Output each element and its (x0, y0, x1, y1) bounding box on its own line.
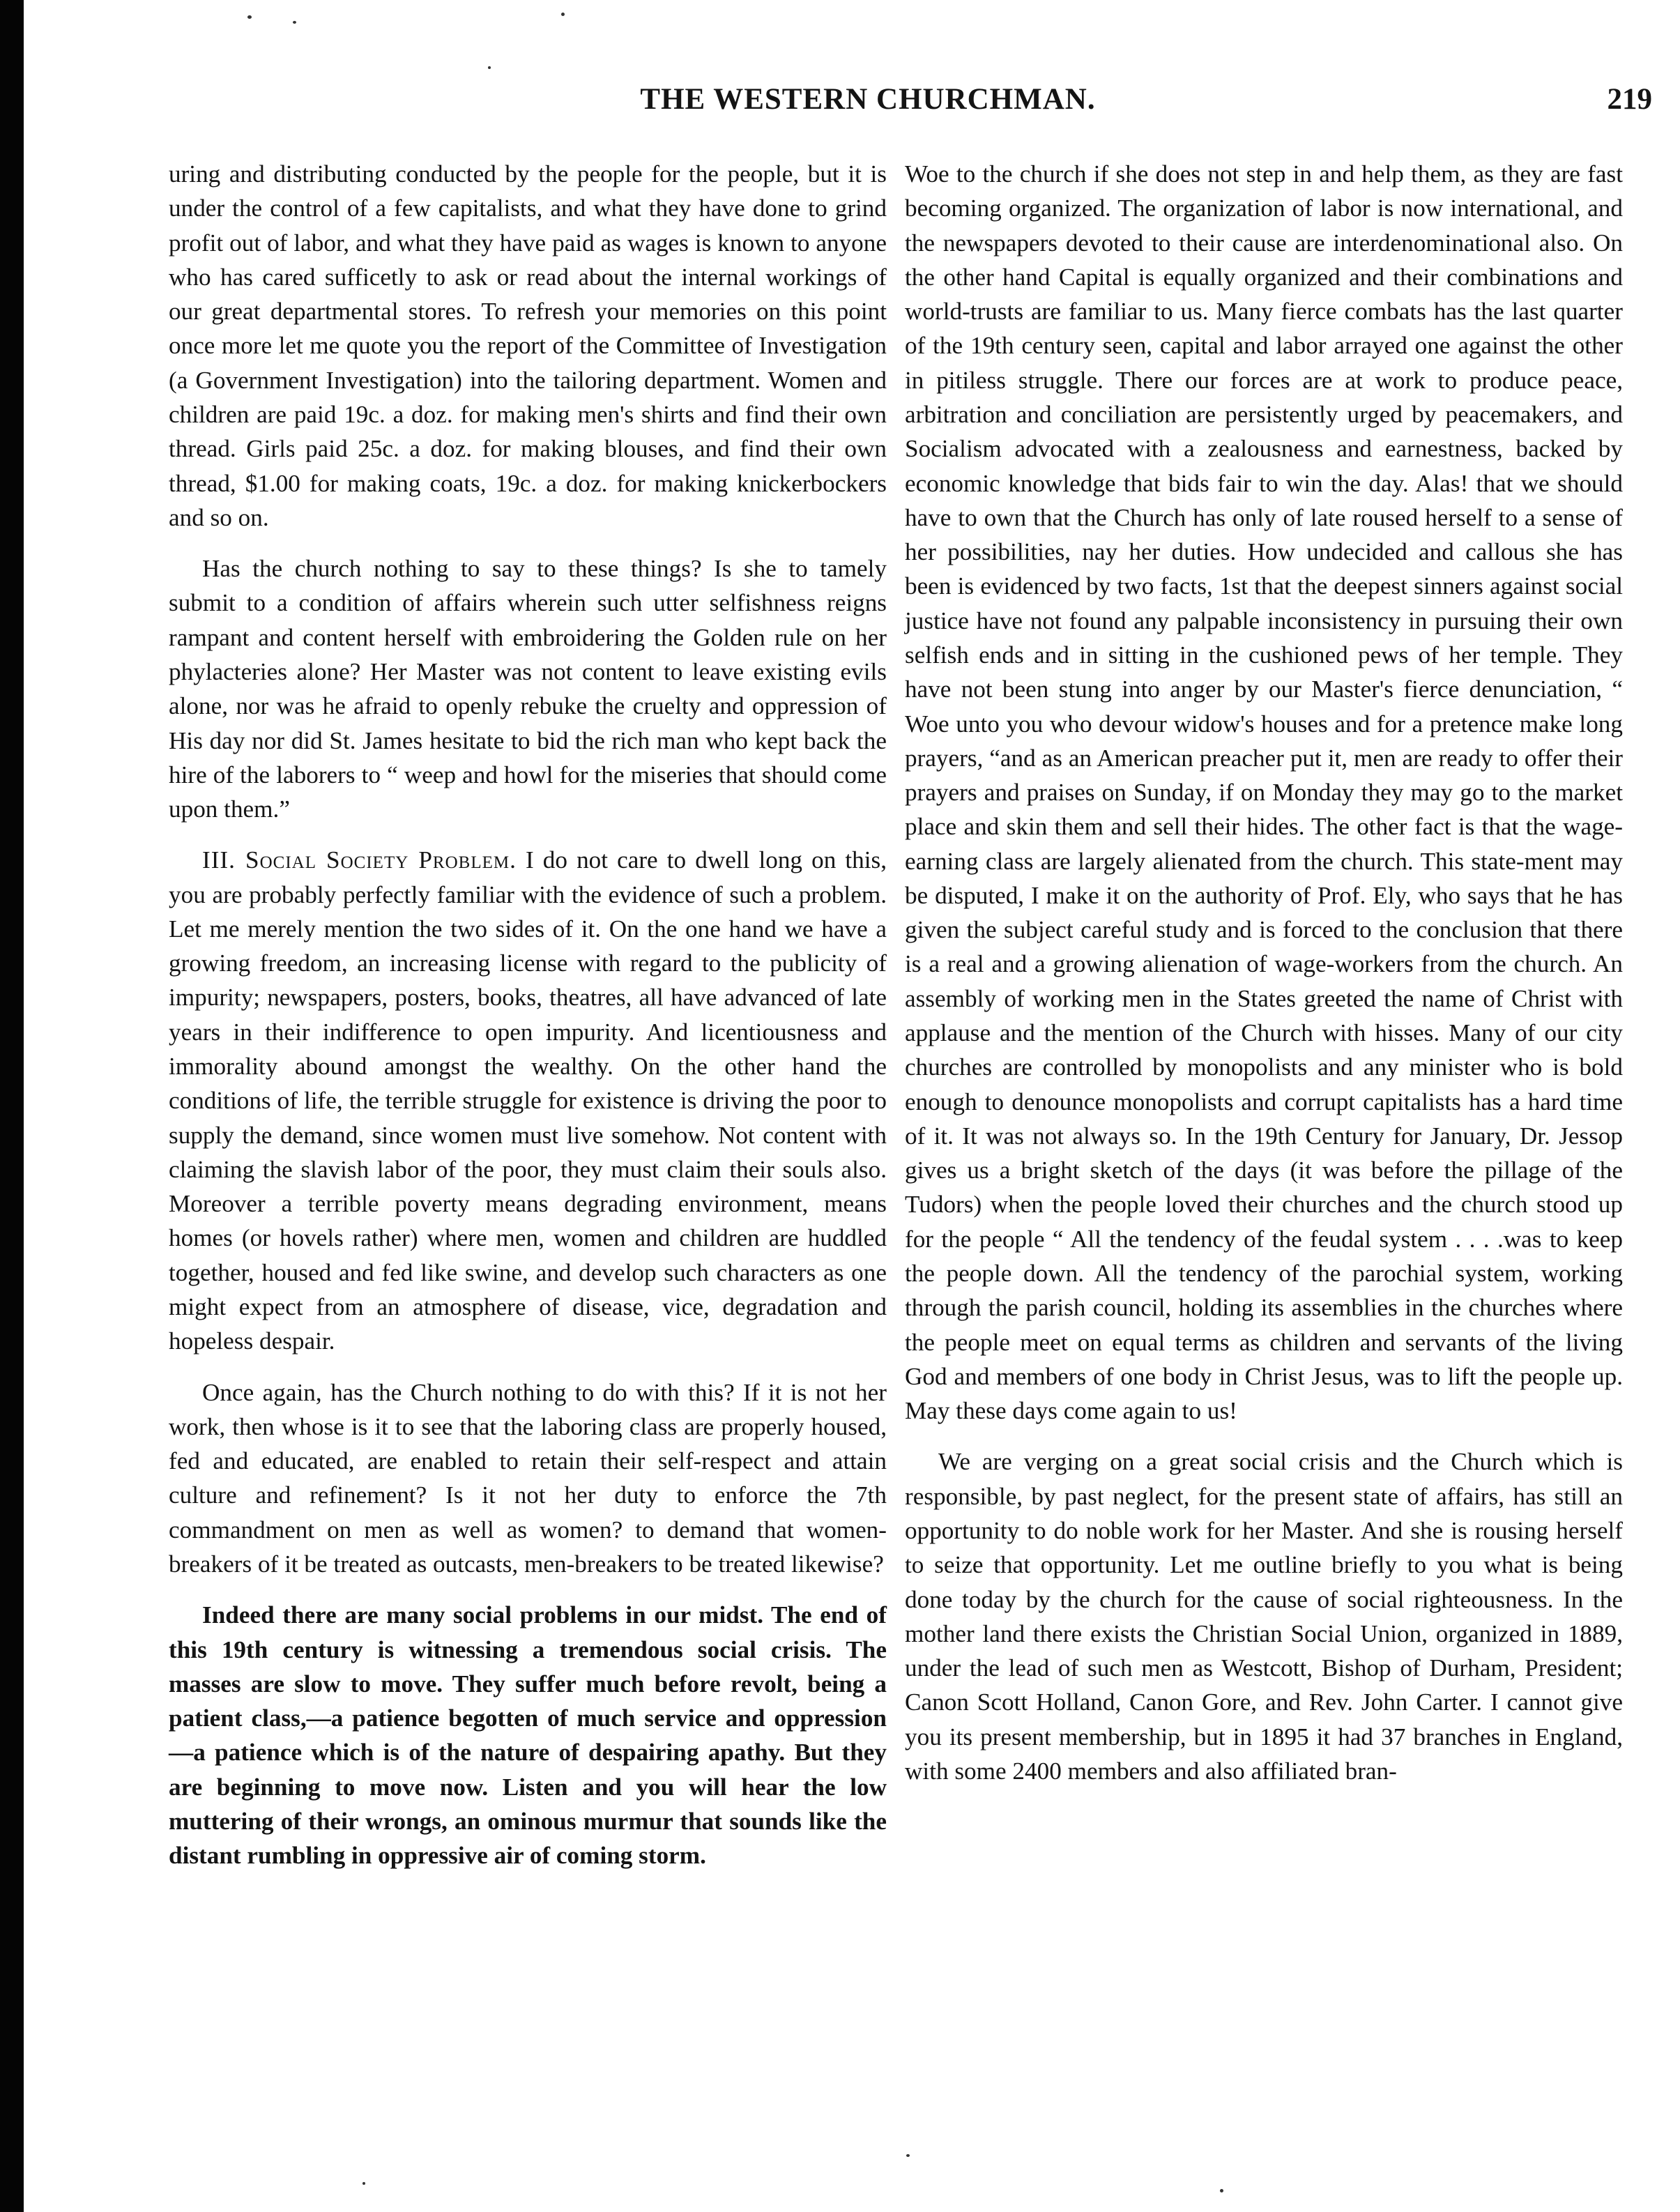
scan-speck (362, 2182, 365, 2185)
paragraph: Woe to the church if she does not step in and help them, as they are fast becoming organized. The organization of labor is now international, and the newspapers devoted to their cause are interdenominational also. On the other hand Capital is equally organized and their combinations and world-trusts are familiar to us. Many fierce combats has the last quarter of the 19th century seen, capital and labor arrayed one against the other in pitiless struggle. There our forces are at work to produce peace, arbitration and conciliation are persistently urged by peacemakers, and Socialism advocated with a zealousness and earnestness, backed by economic knowledge that bids fair to win the day. Alas! that we should have to own that the Church has only of late roused herself to a sense of her possibilities, nay her duties. How undecided and callous she has been is evidenced by two facts, 1st that the deepest sinners against social justice have not found any palpable inconsistency in pursuing their own selfish ends and in sitting in the cushioned pews of her temple. They have not been stung into anger by our Master's fierce denunciation, “ Woe unto you who devour widow's houses and for a pretence make long prayers, “and as an American preacher put it, men are ready to offer their prayers and praises on Sunday, if on Monday they may go to the market place and skin them and sell their hides. The other fact is that the wage-earning class are largely alienated from the church. This state-ment may be disputed, I make it on the authority of Prof. Ely, who says that he has given the subject careful study and is forced to the conclusion that there is a real and a growing alienation of wage-workers from the church. An assembly of working men in the States greeted the name of Christ with applause and the mention of the Church with hisses. Many of our city churches are controlled by monopolists and any minister who is bold enough to denounce monopolists and corrupt capitalists has a hard time of it. It was not always so. In the 19th Century for January, Dr. Jessop gives us a bright sketch of the days (it was before the pillage of the Tudors) when the people loved their churches and the church stood up for the people “ All the tendency of the feudal system . . . .was to keep the people down. All the tendency of the parochial system, working through the parish council, holding its assemblies in the churches where the people meet on equal terms as children and servants of the living God and members of one body in Christ Jesus, was to lift the people up. May these days come again to us! (905, 160, 1623, 1425)
scan-speck (247, 15, 252, 19)
page-number: 219 (1607, 83, 1652, 116)
scan-speck (293, 21, 296, 24)
scan-speck (561, 13, 565, 16)
right-column (905, 157, 1623, 1805)
paragraph-body: I do not care to dwell long on this, you are probably perfectly familiar with the evidence of such a problem. Let me merely mention the two sides of it. On the one hand we have a growing freedom, an increasing license with regard to the publicity of impurity; newspapers, posters, books, theatres, all have advanced of late years in their indifference to open impurity. And licentiousness and immorality abound amongst the wealthy. On the other hand the conditions of life, the terrible struggle for existence is driving the poor to supply the demand, since women must live somehow. Not content with claiming the slavish labor of the poor, they must claim their souls also. Moreover a terrible poverty means degrading environment, means homes (or hovels rather) where men, women and children are huddled together, housed and fed like swine, and develop such characters as one might expect from an atmosphere of disease, vice, degradation and hopeless despair. (169, 846, 887, 1355)
paragraph: We are verging on a great social crisis and the Church which is responsible, by past neglect, for the present state of affairs, has still an opportunity to do noble work for her Master. And she is rousing herself to seize that opportunity. Let me outline briefly to you what is being done today by the church for the cause of social righteousness. In the mother land there exists the Christian Social Union, organized in 1889, under the lead of such men as Westcott, Bishop of Durham, President; Canon Scott Holland, Canon Gore, and Rev. John Carter. I cannot give you its present membership, but in 1895 it had 37 branches in England, with some 2400 members and also affiliated bran- (905, 1448, 1623, 1785)
paragraph: Indeed there are many social problems in our midst. The end of this 19th century is witnessing a tremendous social crisis. The masses are slow to move. They suffer much before revolt, being a patient class,—a patience begotten of much service and oppression—a patience which is of the nature of despairing apathy. But they are beginning to move now. Listen and you will hear the low muttering of their wrongs, an ominous murmur that sounds like the distant rumbling in oppressive air of coming storm. (169, 1601, 887, 1870)
left-column (169, 157, 887, 1890)
journal-title: THE WESTERN CHURCHMAN. (640, 83, 1096, 116)
scan-speck (488, 66, 491, 69)
paragraph: Once again, has the Church nothing to do with this? If it is not her work, then whose is it to see that the laboring class are properly housed, fed and educated, are enabled to retain their self-respect and attain culture and refinement? Is it not her duty to enforce the 7th commandment on men as well as women? to demand that women-breakers of it be treated as outcasts, men-breakers to be treated likewise? (169, 1378, 887, 1578)
binding-edge-shadow (0, 0, 24, 2212)
paragraph (169, 843, 887, 1358)
paragraph: uring and distributing conducted by the people for the people, but it is under the control of a few capitalists, and what they have done to grind profit out of labor, and what they have paid as wages is known to anyone who has cared sufficetly to ask or read about the internal workings of our great departmental stores. To refresh your memories on this point once more let me quote you the report of the Committee of Investigation (a Government Investigation) into the tailoring department. Women and children are paid 19c. a doz. for making men's shirts and find their own thread. Girls paid 25c. a doz. for making blouses, and find their own thread, $1.00 for making coats, 19c. a doz. for making knickerbockers and so on. (169, 160, 887, 531)
paragraph: Has the church nothing to say to these things? Is she to tamely submit to a condition of affairs wherein such utter selfishness reigns rampant and content herself with embroidering the Golden rule on her phylacteries alone? Her Master was not content to leave existing evils alone, nor was he afraid to openly rebuke the cruelty and oppression of His day nor did St. James hesitate to bid the rich man who kept back the hire of the laborers to “ weep and howl for the miseries that should come upon them.” (169, 555, 887, 823)
scan-speck (906, 2154, 910, 2157)
scan-speck (1220, 2189, 1223, 2192)
section-heading: III. Social Society Problem. (202, 846, 517, 874)
running-head (84, 82, 1652, 131)
